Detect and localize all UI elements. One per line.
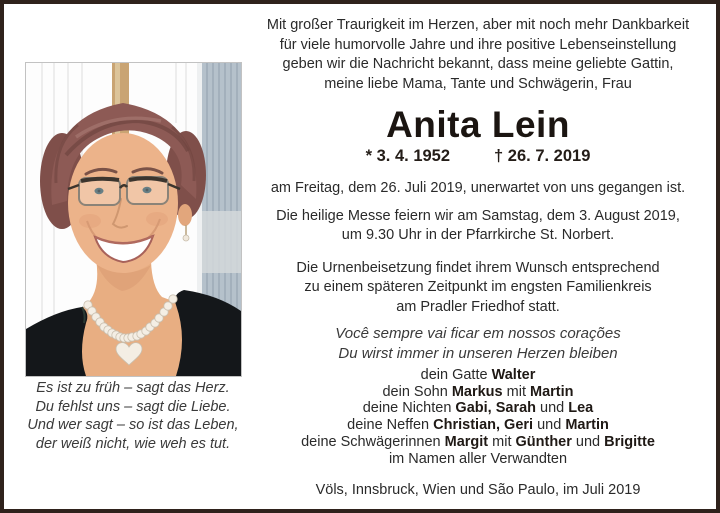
life-dates — [245, 146, 711, 166]
intro-line: Mit großer Traurigkeit im Herzen, aber mit noch mehr Dankbarkeit — [266, 17, 690, 33]
mass-announcement — [245, 207, 711, 246]
closing-line: Völs, Innsbruck, Wien und São Paulo, im Juli 2019 — [315, 482, 641, 499]
mourner-line: deine Neffen Christian, Geri und Martin — [347, 417, 609, 434]
memorial-poem — [8, 379, 258, 453]
mass-line: um 9.30 Uhr in der Pfarrkirche St. Norbert. — [341, 227, 615, 243]
death-date: † 26. 7. 2019 — [494, 147, 591, 165]
intro-line: meine liebe Mama, Tante und Schwägerin, Frau — [324, 75, 632, 92]
intro-paragraph — [245, 16, 711, 94]
notice-body — [245, 16, 711, 500]
passing-statement: am Freitag, dem 26. Juli 2019, unerwartet von uns gegangen ist. — [270, 180, 686, 196]
poem-line: der weiß nicht, wie weh es tut. — [35, 435, 231, 452]
mourners-list — [245, 367, 711, 467]
remembrance-line-pt: Você sempre vai ficar em nossos corações — [335, 325, 621, 342]
earring — [183, 235, 189, 241]
portrait-photo — [25, 62, 242, 377]
mourner-line: deine Nichten Gabi, Sarah und Lea — [362, 400, 594, 417]
burial-line: zu einem späteren Zeitpunkt im engsten Familienkreis — [304, 279, 652, 295]
deceased-name: Anita Lein — [386, 104, 570, 145]
poem-line: Es ist zu früh – sagt das Herz. — [36, 380, 230, 396]
intro-line: für viele humorvolle Jahre und ihre positive Lebenseinstellung — [279, 36, 677, 53]
poem-line: Und wer sagt – so ist das Leben, — [27, 417, 239, 433]
mourner-line: deine Schwägerinnen Margit mit Günther und Brigitte — [301, 433, 655, 450]
birth-date: * 3. 4. 1952 — [365, 147, 451, 165]
remembrance-quote — [245, 324, 711, 363]
ear — [178, 204, 192, 226]
portrait-illustration — [26, 63, 241, 376]
remembrance-line-de: Du wirst immer in unseren Herzen bleiben — [338, 344, 618, 362]
burial-line: Die Urnenbeisetzung findet ihrem Wunsch entsprechend — [296, 259, 660, 276]
mass-line: Die heilige Messe feiern wir am Samstag, dem 3. August 2019, — [276, 207, 680, 224]
mourner-line: dein Gatte Walter — [420, 367, 536, 383]
burial-line: am Pradler Friedhof statt. — [396, 298, 560, 315]
mourner-line: im Namen aller Verwandten — [388, 450, 568, 467]
mourner-line: dein Sohn Markus mit Martin — [382, 383, 574, 400]
poem-line: Du fehlst uns – sagt die Liebe. — [35, 398, 231, 415]
intro-line: geben wir die Nachricht bekannt, dass meine geliebte Gattin, — [282, 56, 674, 72]
burial-announcement — [245, 259, 711, 318]
